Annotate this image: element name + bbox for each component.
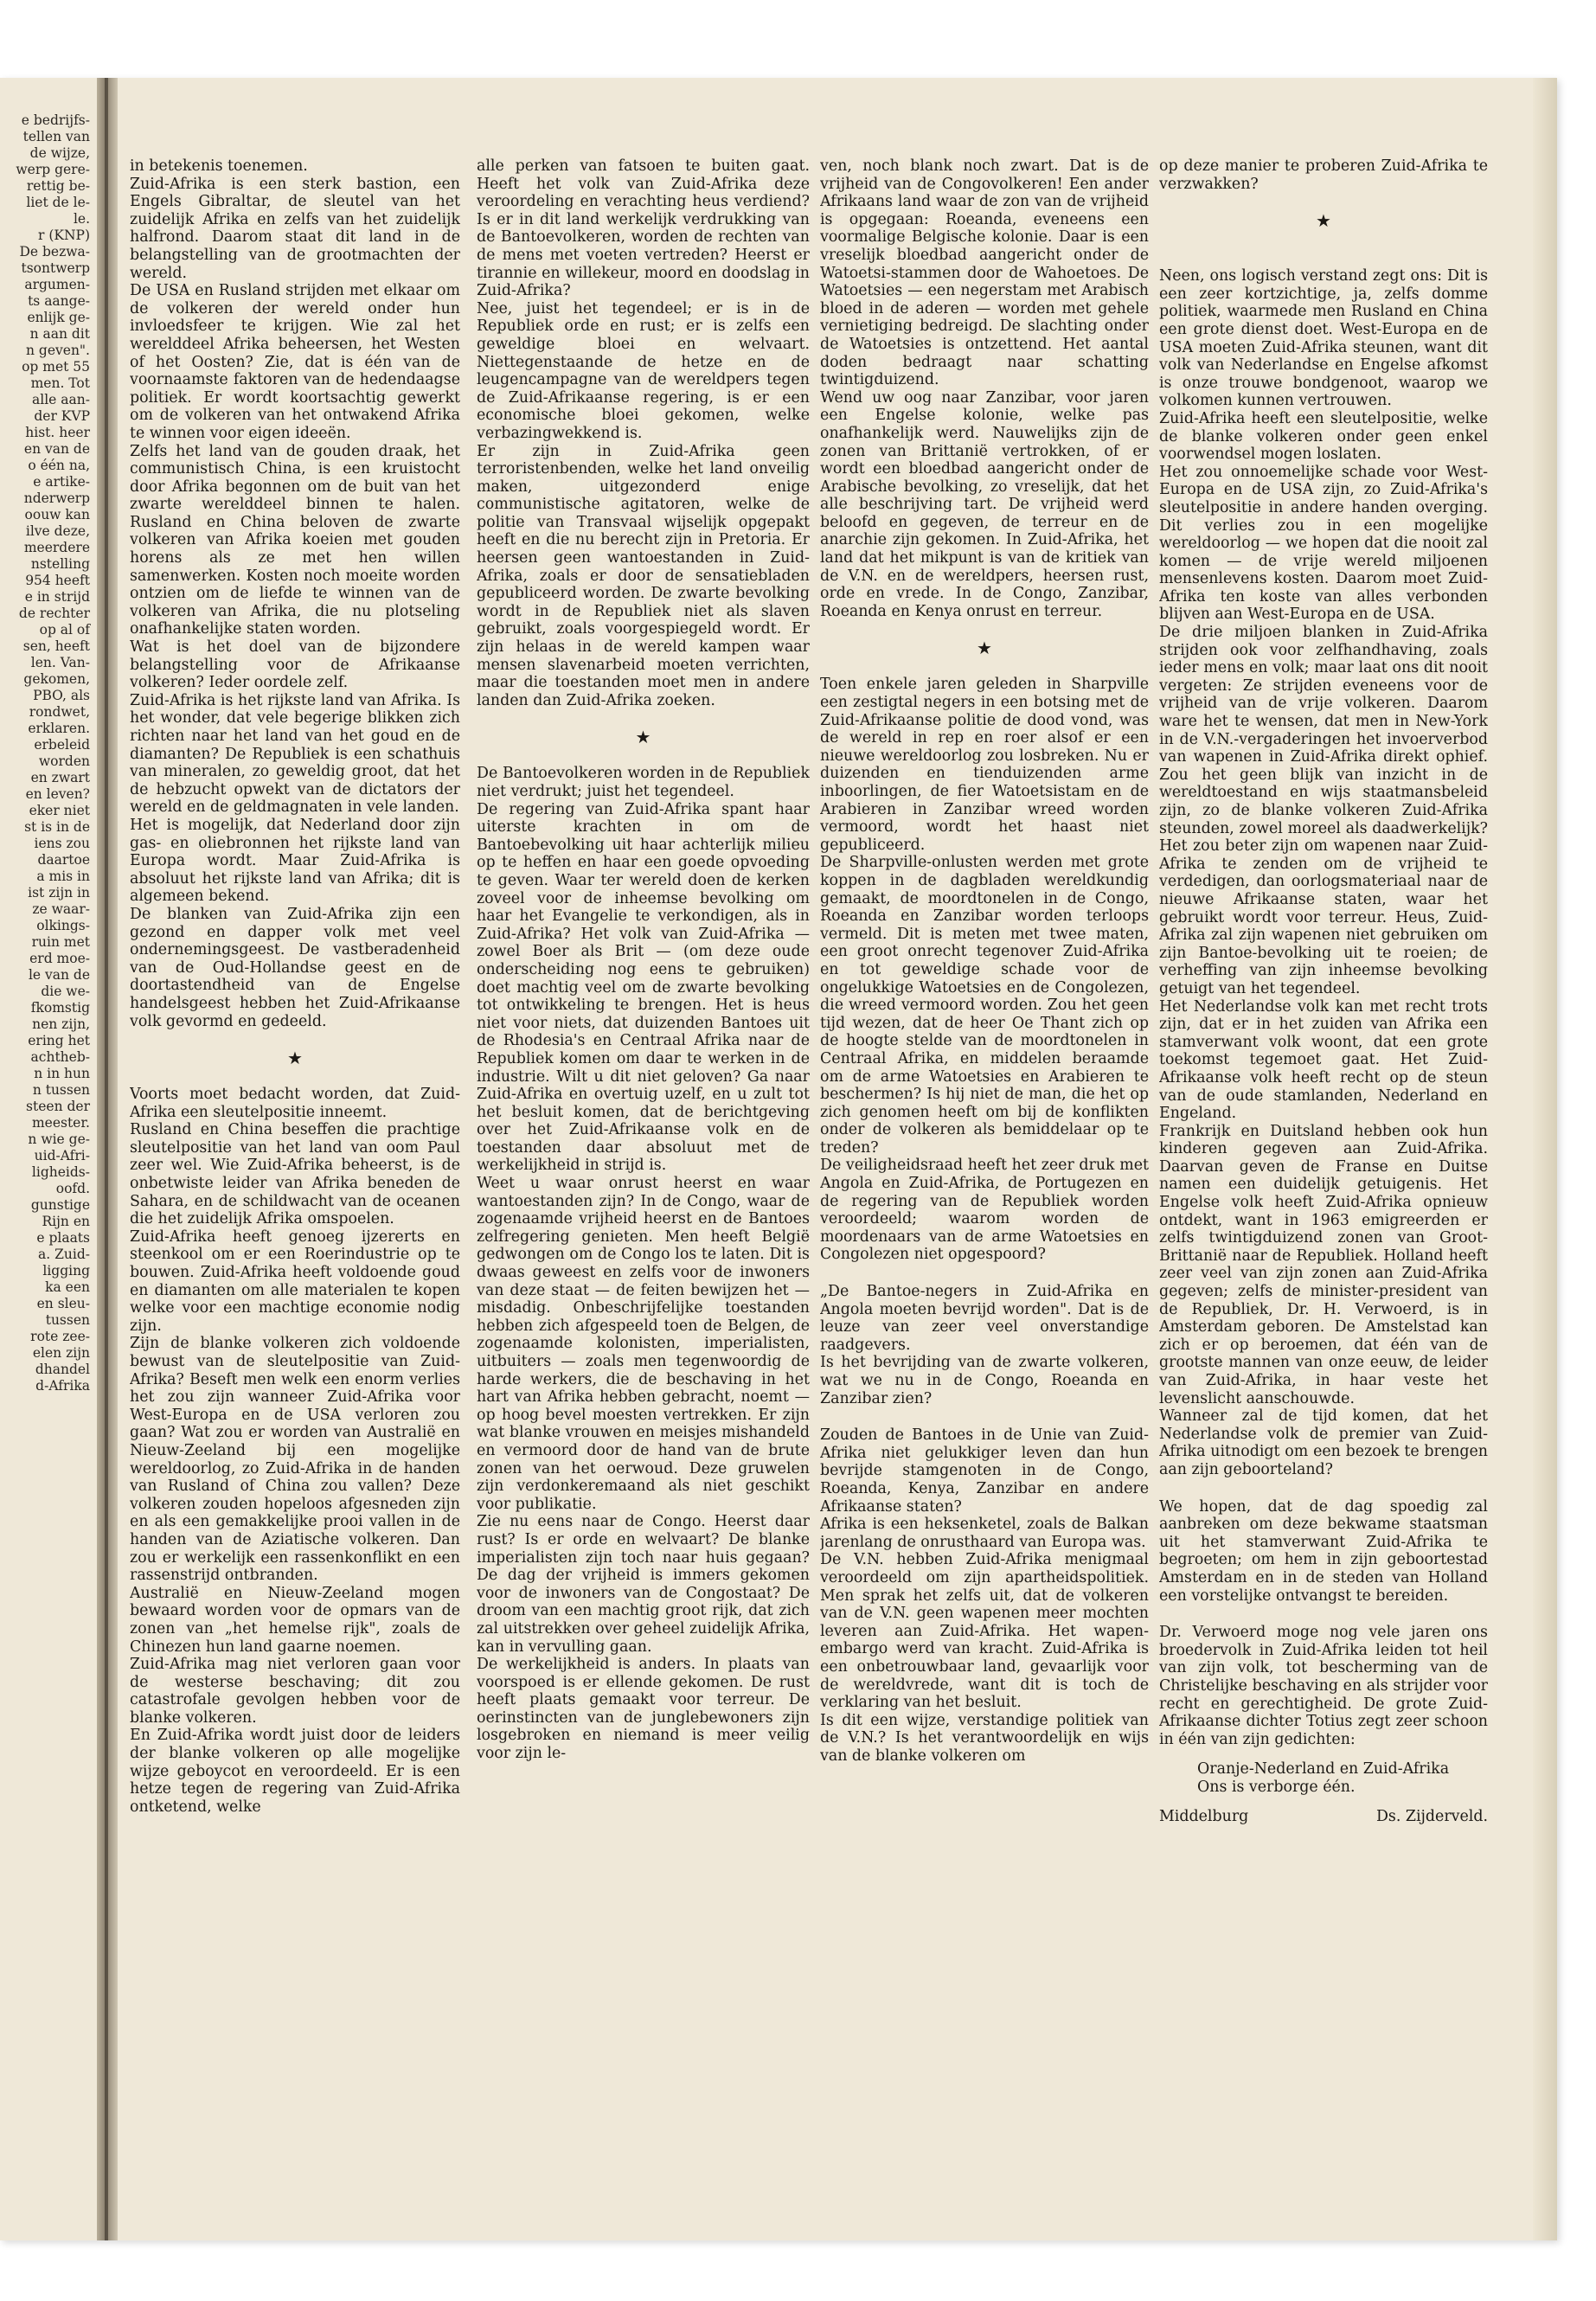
previous-page-fragment: meester. bbox=[31, 1115, 90, 1131]
paragraph-gap bbox=[820, 1407, 1149, 1426]
previous-page-fragment: tellen van bbox=[22, 129, 90, 144]
paragraph: Zuid-Afrika mag niet verloren gaan voor de westerse beschaving; dit zou catastrofale gevolgen hebben voor de blanke volkeren. bbox=[130, 1656, 460, 1727]
paragraph: De blanken van Zuid-Afrika zijn een gezond en dapper volk met veel ondernemingsgeest. De vastberadenheid van de Oud-Hollandse geest en de doortastendheid van de Engelse handelsgeest hebben het Zuid-Afrikaanse volk gevormd en gedeeld. bbox=[130, 905, 460, 1030]
previous-page-fragment: gunstige bbox=[30, 1197, 90, 1213]
previous-page-fragment: meerdere bbox=[23, 540, 90, 555]
previous-page-fragment: rettig be- bbox=[26, 178, 90, 194]
previous-page-fragment: tussen bbox=[45, 1312, 90, 1328]
previous-page-fragment: e plaats bbox=[36, 1230, 90, 1246]
paragraph: in betekenis toenemen. bbox=[130, 157, 308, 175]
paragraph: Wanneer zal de tijd komen, dat het Nederlandse volk de premier van Zuid-Afrika uitnodigt om een bezoek te brengen aan zijn geboorteland? bbox=[1159, 1407, 1488, 1478]
previous-page-fragment: hist. heer bbox=[25, 425, 90, 440]
previous-page-fragment: oofd. bbox=[55, 1181, 90, 1196]
paragraph: „De Bantoe-negers in Zuid-Afrika en Angola moeten bevrijd worden". Dat is de leuze van zeer veel onverstandige raadgevers. bbox=[820, 1283, 1149, 1354]
paragraph: Is het bevrijding van de zwarte volkeren, wat we nu in de Congo, Roeanda en Zanzibar zien? bbox=[820, 1354, 1149, 1407]
previous-page-fragment: n tussen bbox=[32, 1082, 90, 1098]
previous-page-fragment: rondwet, bbox=[29, 704, 90, 720]
paragraph: Toen enkele jaren geleden in Sharpville een zestigtal negers in een botsing met de Zuid-Afrikaanse politie de dood vond, was de wereld in rep en roer alsof er een nieuwe wereldoorlog zou losbreken. Nu er duizenden en tienduizenden arme inboorlingen, de fier Watoetsistam en de Arabieren in Zanzibar wreed worden vermoord, wordt het haast niet gepubliceerd. bbox=[820, 676, 1149, 854]
previous-page-fragment: en sleu- bbox=[36, 1296, 90, 1311]
previous-page-fragment: Rijn en bbox=[42, 1214, 90, 1229]
previous-page-fragment: nderwerp bbox=[23, 490, 90, 506]
paragraph: De V.N. hebben Zuid-Afrika menigmaal veroordeeld om zijn apartheidspolitiek. Men sprak het zelfs uit, dat de volkeren van de V.N. geen wapenen meer mochten leveren aan Zuid-Afrika. Het wapen-embargo werd van kracht. Zuid-Afrika is een onbetrouwbaar land, gevaarlijk voor de wereldvrede, want dit is toch de verklaring van het besluit. bbox=[820, 1551, 1149, 1712]
previous-page-fragment: werp gere- bbox=[16, 162, 90, 177]
previous-page-fragment: PBO, als bbox=[33, 688, 90, 703]
previous-page-fragment: st is in de bbox=[24, 819, 90, 835]
previous-page-fragment: n geven". bbox=[26, 343, 90, 358]
paragraph: Afrika is een heksenketel, zoals de Balkan jarenlang de onrusthaard van Europa was. bbox=[820, 1516, 1149, 1551]
paragraph: De Sharpville-onlusten werden met grote koppen in de dagbladen wereldkundig gemaakt, de moordtonelen in de Congo, Roeanda en Zanzibar worden terloops vermeld. Dit is meten met twee maten, een groot onrecht tegenover Zuid-Afrika en tot geweldige schade voor de ongelukkige Watoetsies en de Congolezen, die wreed vermoord worden. Zou het geen tijd wezen, dat de heer Oe Thant zich op de hoogte stelde van de moordtonelen in Centraal Afrika, en middelen beraamde om de arme Watoetsies en Arabieren te beschermen? Is hij niet de man, die het op zich genomen heeft om bij de konflikten onder de volkeren als bemiddelaar op te treden? bbox=[820, 854, 1149, 1157]
paragraph: Zuid-Afrika is het rijkste land van Afrika. Is het wonder, dat vele begerige blikken zich richten naar het land van het goud en de diamanten? De Republiek is een schathuis van mineralen, zo geweldig groot, dat het de hebzucht opwekt van de dictators der wereld en de geldmagnaten in vele landen. bbox=[130, 691, 460, 817]
previous-page-fragment: liet de le- bbox=[26, 195, 90, 210]
previous-page-fragment: gekomen, bbox=[23, 671, 90, 687]
previous-page-fragment: ts aange- bbox=[28, 293, 90, 309]
previous-page-fragment: o één na, bbox=[28, 458, 90, 473]
paragraph: Wat is het doel van de bijzondere belangstelling voor de Afrikaanse volkeren? Ieder oordele zelf. bbox=[130, 638, 460, 692]
paragraph: De drie miljoen blanken in Zuid-Afrika strijden ook voor zelfhandhaving, zoals ieder mens en volk; maar laat ons dit nooit vergeten: Ze strijden eveneens voor de vrijheid van de vrije volkeren. Daarom ware het te wensen, dat men in New-York in de V.N.-vergaderingen het invoerverbod van wapenen in Zuid-Afrika direkt ophief. Zou het geen blijk van inzicht in de wereldtoestand en wijs staatmansbeleid zijn, zo de blanke volkeren Zuid-Afrika steunden, zowel moreel als daadwerkelijk? Het zou beter zijn om wapenen naar Zuid-Afrika te zenden om de vrijheid te verdedigen, dan oorlogsmateriaal naar de nieuwe Afrikaanse staten, waar het gebruikt wordt voor terreur. Heus, Zuid-Afrika zal zijn wapenen niet gebruiken om zijn Bantoe-bevolking uit te roeien; de verheffing van zijn inheemse bevolking getuigt van het tegendeel. bbox=[1159, 624, 1488, 997]
previous-page-fragment: erklaren. bbox=[28, 721, 90, 736]
paragraph: Rusland en China beseffen die prachtige sleutelpositie van het land van oom Paul zeer wel. Wie Zuid-Afrika beheerst, is de onbetwiste leider van Afrika beneden de Sahara, en de schildwacht van de oceanen die het zuidelijk Afrika omspoelen. bbox=[130, 1121, 460, 1228]
previous-page-fragment: ze waar- bbox=[32, 901, 90, 917]
previous-page-fragment: le. bbox=[73, 211, 90, 227]
paragraph: Het Nederlandse volk kan met recht trots zijn, dat er in het zuiden van Afrika een stamverwant volk woont, dat een grote toekomst tegemoet gaat. Het Zuid-Afrikaanse volk heeft recht op de steun van de oude stamlanden, Nederland en Engeland. bbox=[1159, 997, 1488, 1123]
previous-page-fragment: ilve deze, bbox=[25, 523, 90, 539]
paragraph: Australië en Nieuw-Zeeland mogen bewaard worden voor de opmars van de zonen van „het hemelse rijk", zoals de Chinezen hun land gaarne noemen. bbox=[130, 1584, 460, 1656]
poem-quote bbox=[1159, 1760, 1488, 1796]
paragraph: Zuid-Afrika is een sterk bastion, een Engels Gibraltar, de sleutel van het zuidelijk Afrika en zelfs van het zuidelijk halfrond. Daarom staat dit land in de belangstelling van de grootmachten der wereld. bbox=[130, 175, 460, 282]
previous-page-fragment: die we- bbox=[41, 984, 90, 999]
previous-page-fragment: alle aan- bbox=[32, 392, 90, 407]
paragraph: De werkelijkheid is anders. In plaats van voorspoed is er ellende gekomen. De rust heeft plaats gemaakt voor terreur. De oerinstincten van de junglebewoners zijn losgebroken en niemand is meer veilig voor zijn le- bbox=[477, 1656, 810, 1763]
paragraph: Voorts moet bedacht worden, dat Zuid-Afrika een sleutelpositie inneemt. bbox=[130, 1086, 460, 1121]
previous-page-fragment: enlijk ge- bbox=[27, 310, 90, 325]
paragraph: Frankrijk en Duitsland hebben ook hun kinderen gegeven aan Zuid-Afrika. Daarvan geven de Franse en Duitse namen een duidelijk getuigenis. Het Engelse volk heeft Zuid-Afrika opnieuw ontdekt, want in 1963 emigreerden er zelfs twintigduizend zonen van Groot-Brittanië naar de Republiek. Holland heeft zeer veel van zijn zonen aan Zuid-Afrika gegeven; zelfs de minister-president van de Republiek, Dr. H. Verwoerd, is in Amsterdam geboren. De Amstelstad kan zich er op beroemen, dat één van de grootste mannen van onze eeuw, de leider van Zuid-Afrika, in haar veste het levenslicht aanschouwde. bbox=[1159, 1122, 1488, 1407]
paragraph: Weet u waar onrust heerst en waar wantoestanden zijn? In de Congo, waar de zogenaamde vrijheid heerst en de Bantoes zelfregering genieten. Men heeft België gedwongen om de Congo los te laten. Dit is dwaas geweest en zelfs voor de inwoners van deze staat — de feiten bewijzen het — misdadig. Onbeschrijfelijke toestanden hebben zich afgespeeld toen de Belgen, de zogenaamde kolonisten, imperialisten, uitbuiters — zoals men tegenwoordig de harde werkers, die de beschaving in het hart van Afrika hebben gebracht, noemt — op hoog bevel moesten vertrekken. Er zijn wat blanke vrouwen en meisjes mishandeld en vermoord door de hand van de brute zonen van het oerwoud. Deze gruwelen zijn verdonkeremaand als niet geschikt voor publikatie. bbox=[477, 1175, 810, 1513]
paragraph: Dr. Verwoerd moge nog vele jaren ons broedervolk in Zuid-Afrika leiden tot heil van zijn volk, tot bescherming van de Christelijke beschaving en als strijder voor recht en gerechtigheid. De grote Zuid-Afrikaanse dichter Totius zegt zeer schoon in één van zijn gedichten: bbox=[1159, 1624, 1488, 1748]
paragraph: Het is mogelijk, dat Nederland door zijn gas- en oliebronnen het rijkste land van Europa wordt. Maar Zuid-Afrika is absoluut het rijkste land van Afrika; dit is algemeen bekend. bbox=[130, 816, 460, 906]
article-column-3 bbox=[820, 157, 1149, 2251]
previous-page-fragment: eker niet bbox=[29, 803, 90, 818]
paragraph: Nee, juist het tegendeel; er is in de Republiek orde en rust; er is zelfs een geweldige bloei en welvaart. Niettegenstaande de hetze en de leugencampagne van de wereldpers tegen de Zuid-Afrikaanse regering, is er een economische bloei gekomen, welke verbazingwekkend is. bbox=[477, 299, 810, 442]
previous-page-fragment: erbeleid bbox=[34, 737, 90, 753]
section-star-divider: ★ bbox=[977, 638, 992, 659]
previous-page-fragment: steen der bbox=[26, 1099, 90, 1114]
previous-page-fragment: nen zijn, bbox=[32, 1016, 90, 1032]
paragraph: ven, noch blank noch zwart. Dat is de vrijheid van de Congovolkeren! Een ander Afrikaans land waar de zon van de vrijheid is opgegaan: Roeanda, eveneens een voormalige Belgische kolonie. Daar is een vreselijk bloedbad aangericht onder de Watoetsi-stammen door de Wahoetoes. De Watoetsies — een negerstam met Arabisch bloed in de aderen — worden met gehele vernietiging bedreigd. De slachting onder de Watoetsies is ontzettend. Het aantal doden bedraagt naar schatting twintigduizend. bbox=[820, 157, 1149, 389]
paragraph: alle perken van fatsoen te buiten gaat. Heeft het volk van Zuid-Afrika deze veroordeling en verachting heus verdiend? Is er in dit land werkelijk verdrukking van de Bantoevolkeren, worden de rechten van de mens met voeten vertreden? Heerst er tirannie en willekeur, moord en doodslag in Zuid-Afrika? bbox=[477, 157, 810, 300]
previous-page-fragment: argumen- bbox=[24, 277, 90, 292]
paragraph: Neen, ons logisch verstand zegt ons: Dit is een zeer kortzichtige, ja, zelfs domme politiek, waarmede men Rusland en China een grote dienst doet. West-Europa en de USA moeten Zuid-Afrika steunen, want dit volk van Nederlandse en Engelse afkomst is onze trouwe bondgenoot, waarop we volkomen kunnen vertrouwen. bbox=[1159, 267, 1488, 410]
previous-page-fragment: ist zijn in bbox=[28, 885, 90, 901]
paragraph: Zuid-Afrika heeft een sleutelpositie, welke de blanke volkeren onder geen enkel voorwendsel mogen loslaten. bbox=[1159, 409, 1488, 464]
previous-page-fragment: r (KNP) bbox=[37, 228, 90, 243]
previous-page-fragment: iens zou bbox=[34, 836, 90, 851]
previous-page-fragment: uid-Afri- bbox=[34, 1148, 90, 1163]
previous-page-fragment: e bedrijfs- bbox=[21, 112, 90, 128]
previous-page-fragment: ligging bbox=[42, 1263, 90, 1279]
previous-page-fragment: daartoe bbox=[37, 852, 90, 868]
previous-page-fragment: a mis in bbox=[36, 868, 90, 884]
section-star-divider: ★ bbox=[635, 727, 651, 748]
paragraph: op deze manier te proberen Zuid-Afrika te verzwakken? bbox=[1159, 157, 1488, 193]
previous-page-fragment: worden bbox=[38, 753, 90, 769]
paragraph: De regering van Zuid-Afrika spant haar uiterste krachten in om de Bantoebevolking uit haar achterlijk milieu op te heffen en haar een goede opvoeding te geven. Waar ter wereld doen de kerken zoveel voor de inheemse bevolking om haar het Evangelie te verkondigen, als in Zuid-Afrika? Het volk van Zuid-Afrika — zowel Boer als Brit — (om deze oude onderscheiding nog eens te gebruiken) doet machtig veel om de zwarte bevolking tot ontwikkeling te brengen. Het is heus niet voor niets, dat duizenden Bantoes uit de Rhodesia's en Centraal Afrika naar de Republiek komen om daar te werken in de industrie. Wilt u dit niet geloven? Ga naar Zuid-Afrika en overtuig uzelf, en u zult tot het besluit komen, dat de berichtgeving over het Zuid-Afrikaanse volk en de toestanden daar absoluut met de werkelijkheid in strijd is. bbox=[477, 800, 810, 1175]
previous-page-fragment: e artike- bbox=[33, 474, 90, 490]
previous-page-fragment: len. Van- bbox=[30, 655, 90, 670]
previous-page-strip bbox=[0, 112, 93, 2189]
previous-page-fragment: op al of bbox=[39, 622, 90, 638]
signature-author: Ds. Zijderveld. bbox=[1375, 1808, 1488, 1826]
previous-page-fragment: der KVP bbox=[34, 408, 90, 424]
article-column-1 bbox=[130, 157, 460, 2251]
signature-place: Middelburg bbox=[1159, 1808, 1249, 1826]
previous-page-fragment: rote zee- bbox=[30, 1329, 90, 1344]
article-column-2 bbox=[477, 157, 810, 2251]
previous-page-fragment: de rechter bbox=[18, 606, 90, 621]
paragraph: En Zuid-Afrika wordt juist door de leiders der blanke volkeren op alle mogelijke wijze geboycot en veroordeeld. Er is een hetze tegen de regering van Zuid-Afrika ontketend, welke bbox=[130, 1727, 460, 1816]
previous-page-fragment: ering het bbox=[28, 1033, 90, 1048]
previous-page-fragment: fkomstig bbox=[30, 1000, 90, 1016]
article-column-4 bbox=[1159, 157, 1488, 2251]
paragraph: Zuid-Afrika heeft genoeg ijzererts en steenkool om er een Roerindustrie op te bouwen. Zuid-Afrika heeft voldoende goud en diamanten om alle materialen te kopen welke voor een machtige economie nodig zijn. bbox=[130, 1227, 460, 1335]
paragraph: Zie nu eens naar de Congo. Heerst daar rust? Is er orde en welvaart? De blanke imperialisten zijn toch naar huis gegaan? De dag der vrijheid is immers gekomen voor de inwoners van de Congostaat? De droom van een machtig groot rijk, dat zich zal uitstrekken over geheel zuidelijk Afrika, kan in vervulling gaan. bbox=[477, 1513, 810, 1656]
paragraph-gap bbox=[1159, 1479, 1488, 1498]
paragraph: Er zijn in Zuid-Afrika geen terroristenbenden, welke het land onveilig maken, uitgezonderd enige communistische agitatoren, welke de politie van Transvaal wijselijk opgepakt heeft en die nu berecht zijn in Pretoria. Er heersen geen wantoestanden in Zuid-Afrika, zoals er door de sensatiebladen gepubliceerd worden. De zwarte bevolking wordt in de Republiek niet als slaven gebruikt, zoals voorgespiegeld wordt. Er zijn helaas in de wereld kampen waar mensen slavenarbeid moeten verrichten, maar die toestanden moet men in andere landen dan Zuid-Afrika zoeken. bbox=[477, 442, 810, 709]
newspaper-page bbox=[0, 78, 1557, 2240]
previous-page-fragment: n in hun bbox=[34, 1066, 90, 1081]
section-star-divider: ★ bbox=[287, 1048, 303, 1069]
previous-page-fragment: le van de bbox=[28, 967, 90, 983]
paragraph: Is dit een wijze, verstandige politiek van de V.N.? Is het verantwoordelijk en wijs van de blanke volkeren om bbox=[820, 1711, 1149, 1765]
previous-page-fragment: n wie ge- bbox=[28, 1131, 90, 1147]
previous-page-fragment: elen zijn bbox=[32, 1345, 90, 1361]
paragraph: De veiligheidsraad heeft het zeer druk met Angola en Zuid-Afrika, de Portugezen en de regering van de Republiek worden veroordeeld; waarom worden de moordenaars van de arme Watoetsies en Congolezen niet opgespoord? bbox=[820, 1157, 1149, 1264]
previous-page-fragment: e in strijd bbox=[24, 589, 90, 605]
paragraph-gap bbox=[1159, 1605, 1488, 1624]
paragraph: Zelfs het land van de gouden draak, het communistisch China, is een kruistocht door Afrika begonnen om de buit van het zwarte werelddeel binnen te halen. Rusland en China beloven de zwarte volkeren van Afrika koeien met gouden horens als ze met hen willen samenwerken. Kosten noch moeite worden ontzien om de liefde te winnen van de volkeren van Afrika, die nu plotseling onafhankelijke staten worden. bbox=[130, 442, 460, 638]
paragraph-gap bbox=[1159, 248, 1488, 267]
paragraph: De Bantoevolkeren worden in de Republiek niet verdrukt; juist het tegendeel. bbox=[477, 765, 810, 800]
previous-page-fragment: nstelling bbox=[30, 556, 90, 572]
previous-page-fragment: de wijze, bbox=[29, 145, 90, 161]
previous-page-fragment: ruin met bbox=[31, 934, 90, 950]
signature-line bbox=[1159, 1808, 1488, 1826]
paragraph: Wend uw oog naar Zanzibar, voor jaren een Engelse kolonie, welke pas onafhankelijk werd. Nauwelijks zijn de zonen van Brittanië vertrokken, of er wordt een bloedbad aangericht onder de Arabische bevolking, zo vreselijk, dat het alle beschrijving tart. De vrijheid werd beloofd en gegeven, de terreur en de anarchie zijn gekomen. In Zuid-Afrika, het land dat het mikpunt is van de kritiek van de V.N. en de wereldpers, heersen rust, orde en vrede. In de Congo, Zanzibar, Roeanda en Kenya onrust en terreur. bbox=[820, 388, 1149, 620]
previous-page-fragment: op met 55 bbox=[22, 359, 90, 375]
previous-page-fragment: en zwart bbox=[30, 770, 90, 785]
section-star-divider: ★ bbox=[1316, 210, 1331, 232]
previous-page-fragment: ka een bbox=[45, 1279, 90, 1295]
previous-page-fragment: tsontwerp bbox=[21, 260, 90, 276]
poem-line-1: Oranje-Nederland en Zuid-Afrika bbox=[1197, 1760, 1450, 1779]
previous-page-fragment: d-Afrika bbox=[35, 1378, 90, 1394]
previous-page-fragment: ligheids- bbox=[31, 1164, 90, 1180]
previous-page-fragment: dhandel bbox=[35, 1362, 90, 1377]
page-edge bbox=[1533, 78, 1557, 2240]
previous-page-fragment: De bezwa- bbox=[19, 244, 90, 260]
paragraph: We hopen, dat de dag spoedig zal aanbreken om deze bekwame staatsman uit het stamverwant Zuid-Afrika te begroeten; om hem in zijn geboortestad Amsterdam en in de steden van Holland een vorstelijke ontvangst te bereiden. bbox=[1159, 1497, 1488, 1605]
gutter-fold-line bbox=[105, 78, 108, 2240]
previous-page-fragment: 954 heeft bbox=[25, 573, 90, 588]
paragraph: De USA en Rusland strijden met elkaar om de volkeren der wereld onder hun invloedsfeer te krijgen. Wie zal het werelddeel Afrika beheersen, het Westen of het Oosten? Zie, dat is één van de voornaamste faktoren van de hedendaagse politiek. Er wordt koortsachtig gewerkt om de volkeren van het ontwakend Afrika te winnen voor eigen ideeën. bbox=[130, 282, 460, 442]
previous-page-fragment: sen, heeft bbox=[22, 638, 90, 654]
poem-line-2: Ons is verborge één. bbox=[1197, 1778, 1356, 1796]
paragraph: Het zou onnoemelijke schade voor West-Europa en de USA zijn, zo Zuid-Afrika's sleutelpositie in andere handen overging. Dit verlies zou in een mogelijke wereldoorlog — we hopen dat die nooit zal komen — de vrije wereld miljoenen mensenlevens kosten. Daarom moet Zuid-Afrika ten koste van alles verbonden blijven aan West-Europa en de USA. bbox=[1159, 463, 1488, 624]
previous-page-fragment: en van de bbox=[23, 441, 90, 457]
previous-page-fragment: men. Tot bbox=[30, 375, 90, 391]
paragraph: Zijn de blanke volkeren zich voldoende bewust van de sleutelpositie van Zuid-Afrika? Beseft men welk een enorm verlies het zou zijn wanneer Zuid-Afrika voor West-Europa en de USA verloren zou gaan? Wat zou er worden van Australië en Nieuw-Zeeland bij een mogelijke wereldoorlog, zo Zuid-Afrika in de handen van Rusland of China zou vallen? Deze volkeren zouden hopeloos afgesneden zijn en als een gemakkelijke prooi vallen in de handen van de Aziatische volkeren. Dan zou er werkelijk een rassenkonflikt en een rassenstrijd ontbranden. bbox=[130, 1335, 460, 1585]
previous-page-fragment: n aan dit bbox=[29, 326, 90, 342]
previous-page-fragment: olkings- bbox=[36, 918, 90, 933]
previous-page-fragment: achtheb- bbox=[30, 1049, 90, 1065]
previous-page-fragment: oouw kan bbox=[24, 507, 90, 522]
paragraph: Zouden de Bantoes in de Unie van Zuid-Afrika niet gelukkiger leven dan hun bevrijde stamgenoten in de Congo, Roeanda, Kenya, Zanzibar en andere Afrikaanse staten? bbox=[820, 1426, 1149, 1516]
previous-page-fragment: erd moe- bbox=[29, 951, 90, 966]
previous-page-fragment: en leven? bbox=[25, 786, 90, 802]
paragraph-gap bbox=[820, 1264, 1149, 1283]
previous-page-fragment: a. Zuid- bbox=[38, 1247, 90, 1262]
